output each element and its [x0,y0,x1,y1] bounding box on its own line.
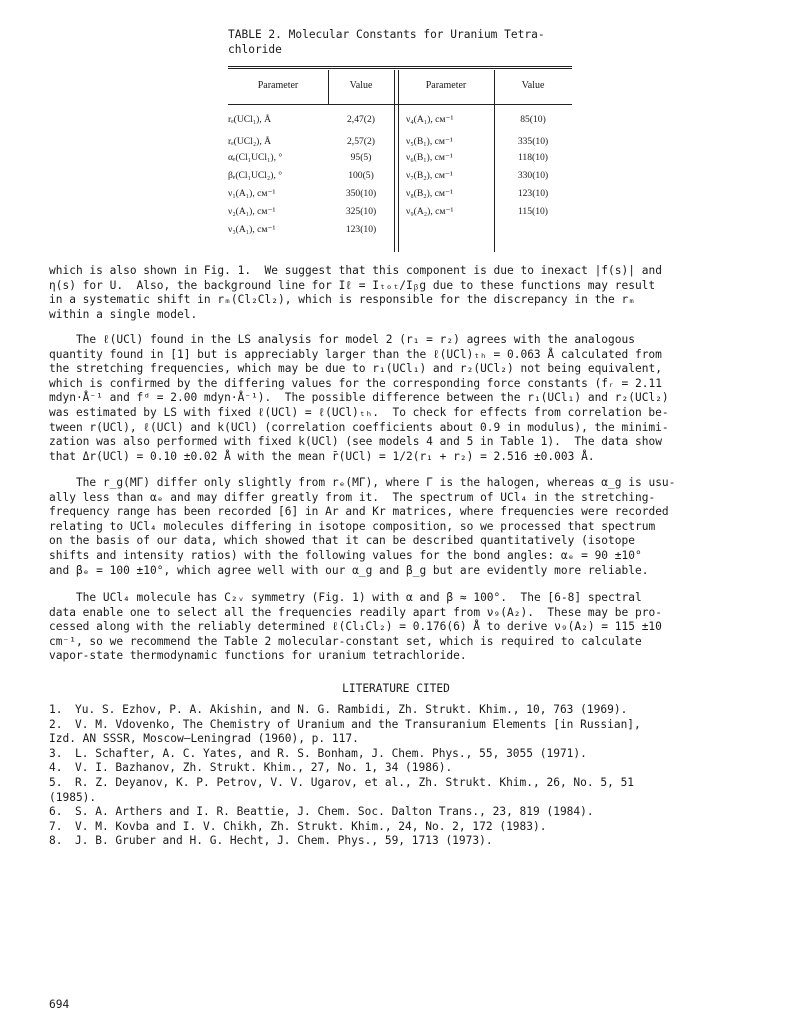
reference-text: Yu. S. Ezhov, P. A. Akishin, and N. G. Rambidi, Zh. Strukt. Khim., 10, 763 (1969). [75,703,628,716]
table-value-cell: 123(10) [517,188,549,199]
reference-text: V. I. Bazhanov, Zh. Strukt. Khim., 27, No. 1, 34 (1986). [75,761,453,775]
paragraph-line: on the basis of our data, which showed that it can be described quantitatively (isotope [49,534,635,548]
paragraph [49,264,749,322]
table-param-cell: ν₇(B₂), см⁻¹ [406,170,453,181]
reference-number: 3. [49,746,63,760]
table-value-cell: 2,57(2) [347,136,375,147]
table-caption [228,28,588,57]
table-top-rule [228,66,572,67]
table-value-cell: 95(5) [350,152,372,163]
table-header: Parameter [257,80,299,91]
paragraph-line: The r_g(MΓ) differ only slightly from rₑ(MΓ), where Γ is the halogen, whereas α_g is usu- [49,476,676,489]
table-value-cell: 123(10) [345,224,377,235]
reference-item [49,703,749,718]
reference-item: Izd. AN SSSR, Moscow—Leningrad (1960), p. 117. [49,732,359,746]
table-param-cell: αₑ(Cl₁UCl₁), ° [228,152,283,163]
paragraph-line: that Δr(UCl) = 0.10 ±0.02 Å with the mean r̄(UCl) = 1/2(r₁ + r₂) = 2.516 ±0.003 Å. [49,449,595,463]
table-param-cell: ν₅(B₁), см⁻¹ [406,136,453,147]
table-top-rule [228,68,572,69]
paragraph-line: ally less than αₑ and may differ greatly from it. The spectrum of UCl₄ in the stretching- [49,490,656,504]
table-caption-line: chloride [228,42,282,56]
reference-number: 7. [49,819,63,833]
paragraph-line: cm⁻¹, so we recommend the Table 2 molecular-constant set, which is required to calculate [49,634,642,648]
paragraph-line: frequency range has been recorded [6] in Ar and Kr matrices, where frequencies were recorded [49,505,669,519]
table-param-cell: rₑ(UCl₂), Å [228,136,272,147]
paragraph-line: within a single model. [49,307,198,321]
reference-number: 8. [49,834,63,848]
table-param-cell: ν₄(A₁), см⁻¹ [406,114,454,125]
reference-item [49,718,749,733]
table-param-cell: ν₁(A₁), см⁻¹ [228,188,276,199]
table-param-cell: ν₉(A₂), см⁻¹ [406,206,454,217]
table-header: Parameter [425,80,467,91]
column-divider [394,70,395,252]
column-divider [398,70,399,252]
paragraph-line: was estimated by LS with fixed ℓ(UCl) = ℓ(UCl)ₜₕ. To check for effects from correlation be- [49,405,669,419]
molecular-constants-table [228,66,572,252]
table-param-cell: ν₆(B₁), см⁻¹ [406,152,453,163]
paragraph-line: data enable one to select all the frequencies readily apart from ν₉(A₂). These may be pro- [49,605,662,619]
reference-number: 2. [49,717,63,731]
literature-heading: LITERATURE CITED [342,682,450,695]
paragraph-line: η(s) for U. Also, the background line for Iℓ = Iₜₒₜ/Iᵦg due to these functions may result [49,278,656,292]
paragraph-line: shifts and intensity ratios) with the following values for the bond angles: αₑ = 90 ±10° [49,548,642,562]
reference-item: (1985). [49,790,97,804]
reference-text: J. B. Gruber and H. G. Hecht, J. Chem. Phys., 59, 1713 (1973). [75,834,493,848]
table-header: Value [521,80,545,91]
page-number: 694 [49,998,70,1011]
reference-number: 4. [49,761,63,775]
paragraph-line: which is also shown in Fig. 1. We suggest that this component is due to inexact |f(s)| and [49,264,662,277]
table-param-cell: ν₈(B₂), см⁻¹ [406,188,453,199]
paragraph-line: quantity found in [1] but is appreciably larger than the ℓ(UCl)ₜₕ = 0.063 Å calculated from [49,347,662,361]
reference-number: 6. [49,805,63,819]
reference-item [49,747,749,762]
table-value-cell: 118(10) [517,152,549,163]
table-param-cell: ν₃(A₁), см⁻¹ [228,224,276,235]
table-value-cell: 330(10) [517,170,549,181]
paragraph-line: The ℓ(UCl) found in the LS analysis for model 2 (r₁ = r₂) agrees with the analogous [49,333,635,346]
reference-text: R. Z. Deyanov, K. P. Petrov, V. V. Ugarov, et al., Zh. Strukt. Khim., 26, No. 5, 51 [75,775,635,789]
paragraph-line: mdyn·Å⁻¹ and fᵈ = 2.00 mdyn·Å⁻¹). The possible difference between the r₁(UCl₁) and r₂(UCl₂) [49,391,669,405]
reference-item [49,834,749,849]
reference-item [49,805,749,820]
table-param-cell: βₑ(Cl₁UCl₂), ° [228,170,283,181]
paragraph-line: zation was also performed with fixed k(UCl) (see models 4 and 5 in Table 1). The data show [49,435,662,449]
reference-number: 5. [49,775,63,789]
paragraph-line: The UCl₄ molecule has C₂ᵥ symmetry (Fig. 1) with α and β ≈ 100°. The [6-8] spectral [49,591,642,604]
reference-text: V. M. Vdovenko, The Chemistry of Uranium and the Transuranium Elements [in Russian], [75,717,641,731]
reference-item [49,776,749,791]
paragraph-line: which is confirmed by the differing values for the corresponding force constants (fᵣ = 2.11 [49,376,662,390]
table-value-cell: 335(10) [517,136,549,147]
table-caption-line: TABLE 2. Molecular Constants for Uranium Tetra- [228,28,545,41]
paragraph-line: the stretching frequencies, which may be due to r₁(UCl₁) and r₂(UCl₂) not being equivalent, [49,362,662,376]
paragraph-line: relating to UCl₄ molecules differing in isotope composition, so we processed that spectrum [49,519,656,533]
paragraph [49,591,749,664]
table-value-cell: 100(5) [348,170,374,181]
reference-item [49,820,749,835]
paragraph-line: and βₑ = 100 ±10°, which agree well with our α_g and β_g but are evidently more reliable. [49,563,649,577]
reference-text: S. A. Arthers and I. R. Beattie, J. Chem. Soc. Dalton Trans., 23, 819 (1984). [75,805,594,819]
table-param-cell: ν₂(A₁), см⁻¹ [228,206,276,217]
paragraph-line: in a systematic shift in rₘ(Cl₂Cl₂), which is responsible for the discrepancy in the rₘ [49,293,635,307]
table-header-rule [228,104,572,105]
table-value-cell: 2,47(2) [347,114,375,125]
reference-list [49,703,749,849]
table-value-cell: 325(10) [345,206,377,217]
table-header: Value [349,80,373,91]
table-value-cell: 350(10) [345,188,377,199]
paragraph [49,333,749,464]
reference-item [49,761,749,776]
table-param-cell: rₑ(UCl₁), Å [228,114,272,125]
paragraph [49,476,749,578]
table-value-cell: 115(10) [517,206,549,217]
table-value-cell: 85(10) [520,114,546,125]
paragraph-line: cessed along with the reliably determined ℓ(Cl₁Cl₂) = 0.176(6) Å to derive ν₉(A₂) = 115 ±10 [49,620,662,634]
reference-text: V. M. Kovba and I. V. Chikh, Zh. Strukt. Khim., 24, No. 2, 172 (1983). [75,819,547,833]
reference-text: L. Schafter, A. C. Yates, and R. S. Bonham, J. Chem. Phys., 55, 3055 (1971). [75,746,587,760]
paragraph-line: tween r(UCl), ℓ(UCl) and k(UCl) (correlation coefficients about 0.9 in modulus), the minimi- [49,420,669,434]
reference-number: 1. [49,703,63,716]
paragraph-line: vapor-state thermodynamic functions for uranium tetrachloride. [49,649,467,663]
